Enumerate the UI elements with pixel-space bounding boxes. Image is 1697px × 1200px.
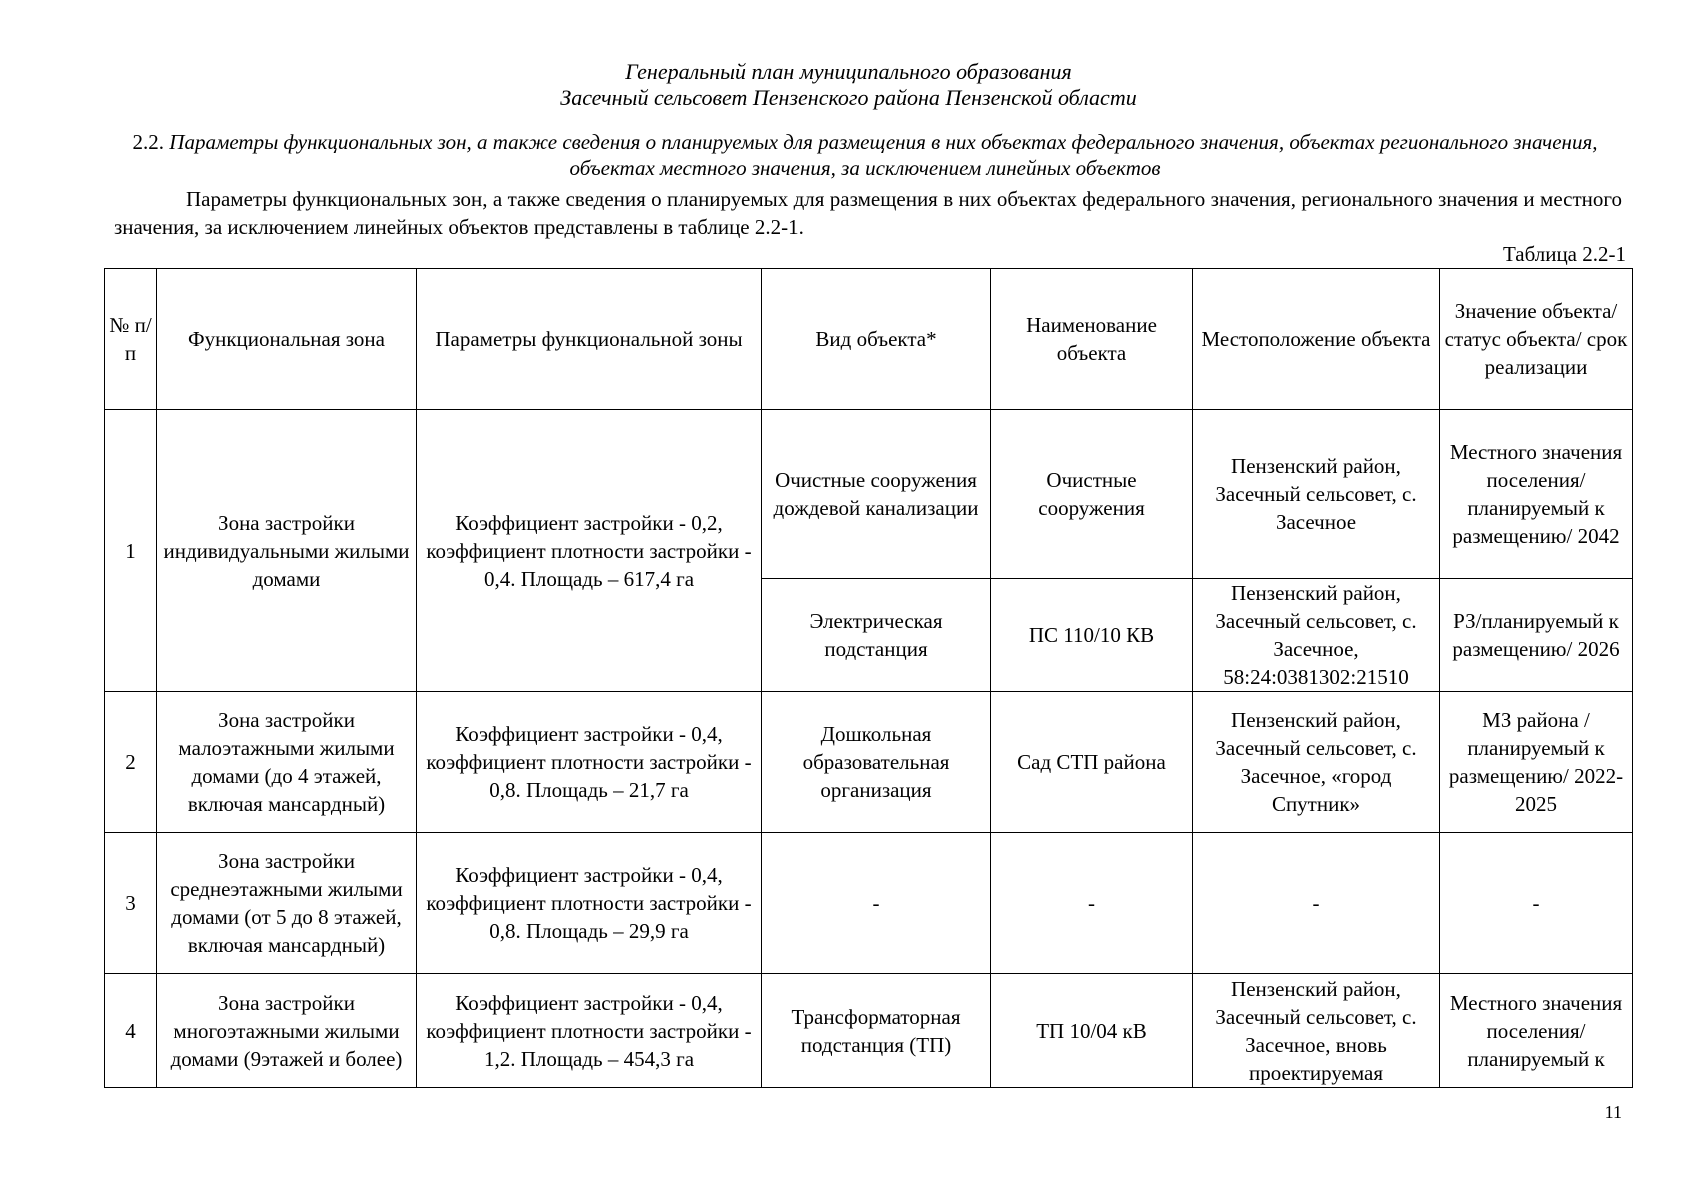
- row-1-object-2-status: РЗ/планируемый к размещению/ 2026: [1440, 579, 1633, 692]
- row-2-object-location: Пензенский район, Засечный сельсовет, с. Засечное, «город Спутник»: [1193, 692, 1440, 833]
- row-2-object-type: Дошкольная образовательная организация: [762, 692, 991, 833]
- row-3-num: 3: [105, 833, 157, 974]
- row-2-object-name: Сад СТП района: [991, 692, 1193, 833]
- header-params: Параметры функциональной зоны: [417, 269, 762, 410]
- row-4-params: Коэффициент застройки - 0,4, коэффициент плотности застройки - 1,2. Площадь – 454,3 га: [417, 974, 762, 1088]
- row-3-zone: Зона застройки среднеэтажными жилыми домами (от 5 до 8 этажей, включая мансардный): [157, 833, 417, 974]
- header-object-status: Значение объекта/ статус объекта/ срок реализации: [1440, 269, 1633, 410]
- row-4-object-location: Пензенский район, Засечный сельсовет, с. Засечное, вновь проектируемая: [1193, 974, 1440, 1088]
- header-object-type: Вид объекта*: [762, 269, 991, 410]
- row-3-object-type: -: [762, 833, 991, 974]
- row-3-object-name: -: [991, 833, 1193, 974]
- section-number: 2.2.: [132, 130, 165, 154]
- section-title: Параметры функциональных зон, а также сведения о планируемых для размещения в них объектах федерального значения, объектах регионального значения, объектах местного значения, за исключением линейных объектов: [169, 130, 1598, 180]
- row-2-zone: Зона застройки малоэтажными жилыми домами (до 4 этажей, включая мансардный): [157, 692, 417, 833]
- row-4-num: 4: [105, 974, 157, 1088]
- row-1-object-1-name: Очистные сооружения: [991, 410, 1193, 579]
- functional-zones-table: [104, 268, 1633, 1088]
- row-2-object-status: МЗ района /планируемый к размещению/ 2022-2025: [1440, 692, 1633, 833]
- document-header-line-1: Генеральный план муниципального образования: [625, 59, 1072, 84]
- document-header-line-2: Засечный сельсовет Пензенского района Пензенской области: [560, 85, 1137, 110]
- row-1-zone: Зона застройки индивидуальными жилыми домами: [157, 410, 417, 692]
- section-heading: [120, 129, 1610, 181]
- table-row: [105, 410, 1633, 579]
- table-row: [105, 692, 1633, 833]
- row-1-params: Коэффициент застройки - 0,2, коэффициент плотности застройки - 0,4. Площадь – 617,4 га: [417, 410, 762, 692]
- header-num: № п/п: [105, 269, 157, 410]
- row-1-object-2-name: ПС 110/10 КВ: [991, 579, 1193, 692]
- row-1-object-2-type: Электрическая подстанция: [762, 579, 991, 692]
- page-number: 11: [1604, 1102, 1622, 1122]
- header-object-location: Местоположение объекта: [1193, 269, 1440, 410]
- table-header-row: [105, 269, 1633, 410]
- table-row: [105, 833, 1633, 974]
- intro-paragraph: Параметры функциональных зон, а также сведения о планируемых для размещения в них объектах федерального значения, регионального значения и местного значения, за исключением линейных объектов представлены в таблице 2.2-1.: [114, 187, 1622, 239]
- row-3-object-status: -: [1440, 833, 1633, 974]
- row-4-object-name: ТП 10/04 кВ: [991, 974, 1193, 1088]
- header-zone: Функциональная зона: [157, 269, 417, 410]
- row-1-object-2-location: Пензенский район, Засечный сельсовет, с. Засечное, 58:24:0381302:21510: [1193, 579, 1440, 692]
- row-3-object-location: -: [1193, 833, 1440, 974]
- table-row: [105, 974, 1633, 1088]
- row-1-num: 1: [105, 410, 157, 692]
- header-object-name: Наименование объекта: [991, 269, 1193, 410]
- row-4-object-type: Трансформаторная подстанция (ТП): [762, 974, 991, 1088]
- row-3-params: Коэффициент застройки - 0,4, коэффициент плотности застройки - 0,8. Площадь – 29,9 га: [417, 833, 762, 974]
- row-4-object-status: Местного значения поселения/ планируемый к: [1440, 974, 1633, 1088]
- table-caption: Таблица 2.2-1: [1502, 242, 1626, 266]
- row-2-num: 2: [105, 692, 157, 833]
- row-4-zone: Зона застройки многоэтажными жилыми домами (9этажей и более): [157, 974, 417, 1088]
- row-1-object-1-status: Местного значения поселения/ планируемый к размещению/ 2042: [1440, 410, 1633, 579]
- row-2-params: Коэффициент застройки - 0,4, коэффициент плотности застройки - 0,8. Площадь – 21,7 га: [417, 692, 762, 833]
- row-1-object-1-type: Очистные сооружения дождевой канализации: [762, 410, 991, 579]
- row-1-object-1-location: Пензенский район, Засечный сельсовет, с. Засечное: [1193, 410, 1440, 579]
